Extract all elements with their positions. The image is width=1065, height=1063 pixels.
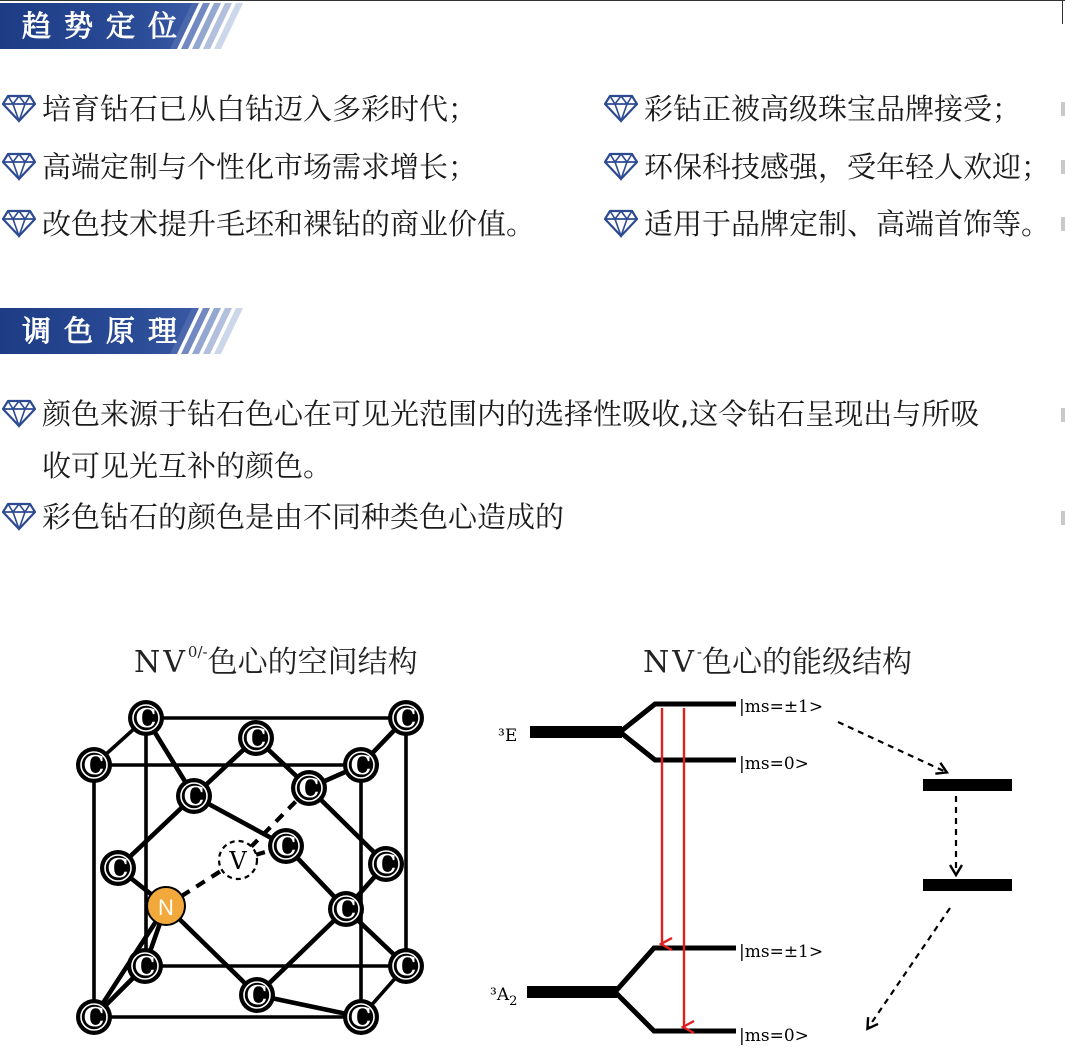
carbon-atom-label: C (246, 981, 268, 1011)
carbon-atom-label: C (275, 832, 297, 862)
ground-state-label-main: ³A (490, 985, 510, 1005)
trend-bullet-right-2-text: 环保科技感强，受年轻人欢迎； (644, 150, 1051, 184)
trend-section-title: 趋势定位 (22, 9, 191, 43)
carbon-atom-label: C (107, 854, 129, 884)
level-label-pm1-bottom-text: |ms=±1> (739, 942, 824, 962)
level-label-0-bottom-text: |ms=0> (739, 1026, 809, 1046)
intersystem-crossing-arrow (838, 722, 946, 772)
excited-split-lower (620, 732, 736, 760)
carbon-atom-label: C (350, 751, 372, 781)
carbon-atom-label: C (134, 952, 156, 982)
ground-state-label-sub: 2 (509, 994, 518, 1009)
principle-section-title: 调色原理 (22, 314, 191, 348)
trend-bullet-left-3-text: 改色技术提升毛坯和裸钻的商业价值。 (42, 207, 536, 241)
ground-split-upper (615, 948, 736, 992)
excited-state-label: ³E (498, 726, 518, 746)
level-label-0-bottom (739, 1026, 809, 1046)
carbon-atom-label: C (298, 774, 320, 804)
carbon-atom-label: C (83, 1003, 105, 1033)
nitrogen-label: N (158, 895, 174, 920)
ground-state-label (490, 985, 517, 1009)
trend-bullet-left-1-text: 培育钻石已从白钻迈入多彩时代； (42, 92, 478, 126)
carbon-atom-label: C (375, 850, 397, 880)
carbon-atom-label: C (245, 724, 267, 754)
structure-title-sup: 0/- (187, 643, 208, 661)
level-label-0-top-text: |ms=0> (739, 754, 809, 774)
carbon-atom-label: C (183, 782, 205, 812)
metastable-upper-level (923, 779, 1012, 791)
carbon-atom-label: C (395, 704, 417, 734)
principle-bullet-2-text: 彩色钻石的颜色是由不同种类色心造成的 (42, 500, 565, 534)
energy-title-prefix: NV (643, 645, 697, 680)
ground-state-level (527, 986, 617, 998)
level-label-pm1-top (739, 697, 823, 717)
level-label-pm1-bottom (739, 942, 823, 962)
trend-bullet-right-1-text: 彩钻正被高级珠宝品牌接受； (644, 92, 1022, 126)
structure-title-prefix: NV (134, 645, 188, 680)
excited-split-upper (620, 704, 736, 732)
ground-split-lower (615, 992, 736, 1031)
carbon-atom-label: C (335, 895, 357, 925)
principle-bullet-1-continuation: 收可见光互补的颜色。 (42, 449, 333, 483)
level-label-0-top (739, 754, 809, 774)
trend-bullet-right-3-text: 适用于品牌定制、高端首饰等。 (644, 207, 1051, 241)
carbon-atom-label: C (83, 751, 105, 781)
return-to-ground-arrow (868, 908, 950, 1028)
level-label-pm1-top-text: |ms=±1> (739, 697, 824, 717)
metastable-lower-level (923, 879, 1012, 891)
structure-title-suffix: 色心的空间结构 (207, 645, 418, 680)
vacancy-label: V (229, 847, 247, 875)
trend-bullet-left-2-text: 高端定制与个性化市场需求增长； (42, 150, 478, 184)
energy-title-suffix: 色心的能级结构 (702, 645, 912, 680)
excited-state-level (530, 726, 622, 738)
carbon-atom-label: C (395, 952, 417, 982)
carbon-atom-label: C (135, 704, 157, 734)
principle-bullet-1-text: 颜色来源于钻石色心在可见光范围内的选择性吸收,这令钻石呈现出与所吸 (42, 397, 980, 431)
energy-title-sup: - (696, 643, 702, 661)
carbon-atom-label: C (350, 1003, 372, 1033)
